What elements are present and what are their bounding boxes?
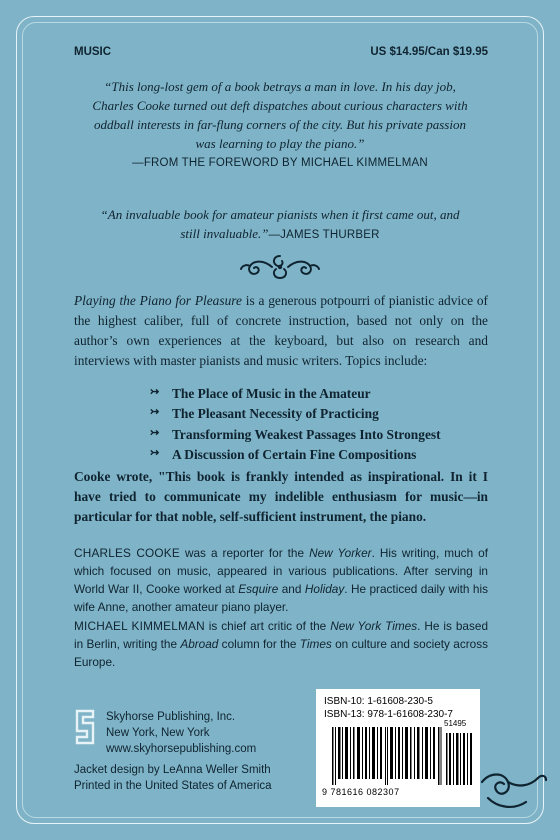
publisher-url: www.skyhorsepublishing.com: [106, 743, 257, 756]
price-label: US $14.95/Can $19.95: [370, 46, 488, 58]
ornament-icon: [238, 250, 322, 284]
publication-name: Times: [299, 636, 332, 651]
isbn13-label: ISBN-13: 978-1-61608-230-7: [324, 709, 453, 720]
printed-credit: Printed in the United States of America: [74, 780, 272, 793]
corner-flourish-icon: [478, 768, 548, 818]
price-code: 51495: [444, 719, 467, 728]
description-text: is a generous potpourri of pianistic advice of the highest caliber, full of concrete instruction, based not only on the author’s own experiences at the keyboard, but also on research and interviews with master pianists and music writers. Topics include:: [74, 293, 488, 369]
publication-name: Abroad: [180, 636, 219, 651]
author-name: CHARLES COOKE: [74, 546, 180, 560]
closing-quote: Cooke wrote, "This book is frankly intended as inspirational. In it I have tried to communicate my indelible enthusiasm for music—in particular for that noble, self-sufficient instrument, the piano.: [74, 469, 488, 525]
bio-text: is chief art critic of the: [204, 619, 331, 633]
bio-text: column for the: [218, 636, 300, 651]
publication-name: New York Times: [330, 619, 418, 633]
list-item: [150, 404, 490, 424]
list-item: [150, 445, 490, 465]
topic-label: The Place of Music in the Amateur: [172, 386, 371, 401]
list-item: [150, 384, 490, 404]
bio-text: . He is based in Berlin, writing the: [74, 619, 489, 651]
publication-name: Holiday: [304, 581, 345, 596]
topic-label: The Pleasant Necessity of Practicing: [172, 406, 379, 422]
publisher-city: New York, New York: [106, 727, 210, 740]
bio-text: was a reporter for the: [179, 546, 310, 560]
jacket-credit: Jacket design by LeAnna Weller Smith: [74, 764, 271, 776]
description-paragraph: [74, 291, 488, 371]
bio-text: . His writing, much of which focused on music, appeared in various publications. After serving in World War II, Cooke worked at: [74, 546, 488, 596]
foreword-quote-text: “This long-lost gem of a book betrays a man in love. In his day job, Charles Cooke turned out deft dispatches about curious characters with oddball interests in far-flung corners of the city. But his private passion was learning to play the piano.”: [92, 79, 468, 151]
publication-name: New Yorker: [309, 546, 372, 560]
foreword-quote: [90, 78, 470, 172]
arrow-icon: ↣: [150, 426, 160, 439]
topic-label: A Discussion of Certain Fine Compositions: [172, 447, 417, 463]
arrow-icon: ↣: [150, 447, 160, 460]
credits-block: [74, 762, 272, 794]
foreword-attribution: —FROM THE FOREWORD BY MICHAEL KIMMELMAN: [132, 157, 428, 170]
arrow-icon: ↣: [150, 386, 160, 398]
barcode-panel: [316, 689, 480, 807]
thurber-quote: [90, 206, 470, 244]
thurber-attribution: —JAMES THURBER: [268, 228, 380, 241]
barcode-digits: 9 781616 082307: [322, 787, 400, 797]
topic-label: Transforming Weakest Passages Into Strongest: [172, 426, 441, 442]
header-row: [74, 46, 488, 58]
foreword-author-name: MICHAEL KIMMELMAN: [74, 619, 205, 633]
list-item: [150, 425, 490, 445]
book-title: Playing the Piano for Pleasure: [74, 293, 242, 308]
skyhorse-logo-icon: [74, 709, 96, 745]
publication-name: Esquire: [238, 581, 279, 596]
bio-text: and: [278, 581, 305, 596]
category-label: MUSIC: [74, 46, 112, 58]
publisher-block: [74, 709, 256, 757]
bio-text: on culture and society across Europe.: [74, 636, 489, 669]
isbn10-label: ISBN-10: 1-61608-230-5: [324, 696, 433, 707]
thurber-quote-text: “An invaluable book for amateur pianists when it first came out, and still invaluable.”: [100, 207, 460, 241]
foreword-author-bio: [74, 618, 488, 672]
barcode-icon: [332, 727, 442, 785]
publisher-name: Skyhorse Publishing, Inc.: [106, 711, 236, 723]
topics-list: [150, 384, 490, 466]
bio-text: . He practiced daily with his wife Anne, another amateur piano player.: [74, 581, 489, 614]
author-bio: [74, 545, 488, 617]
arrow-icon: ↣: [150, 406, 160, 419]
price-barcode-icon: [446, 733, 472, 785]
